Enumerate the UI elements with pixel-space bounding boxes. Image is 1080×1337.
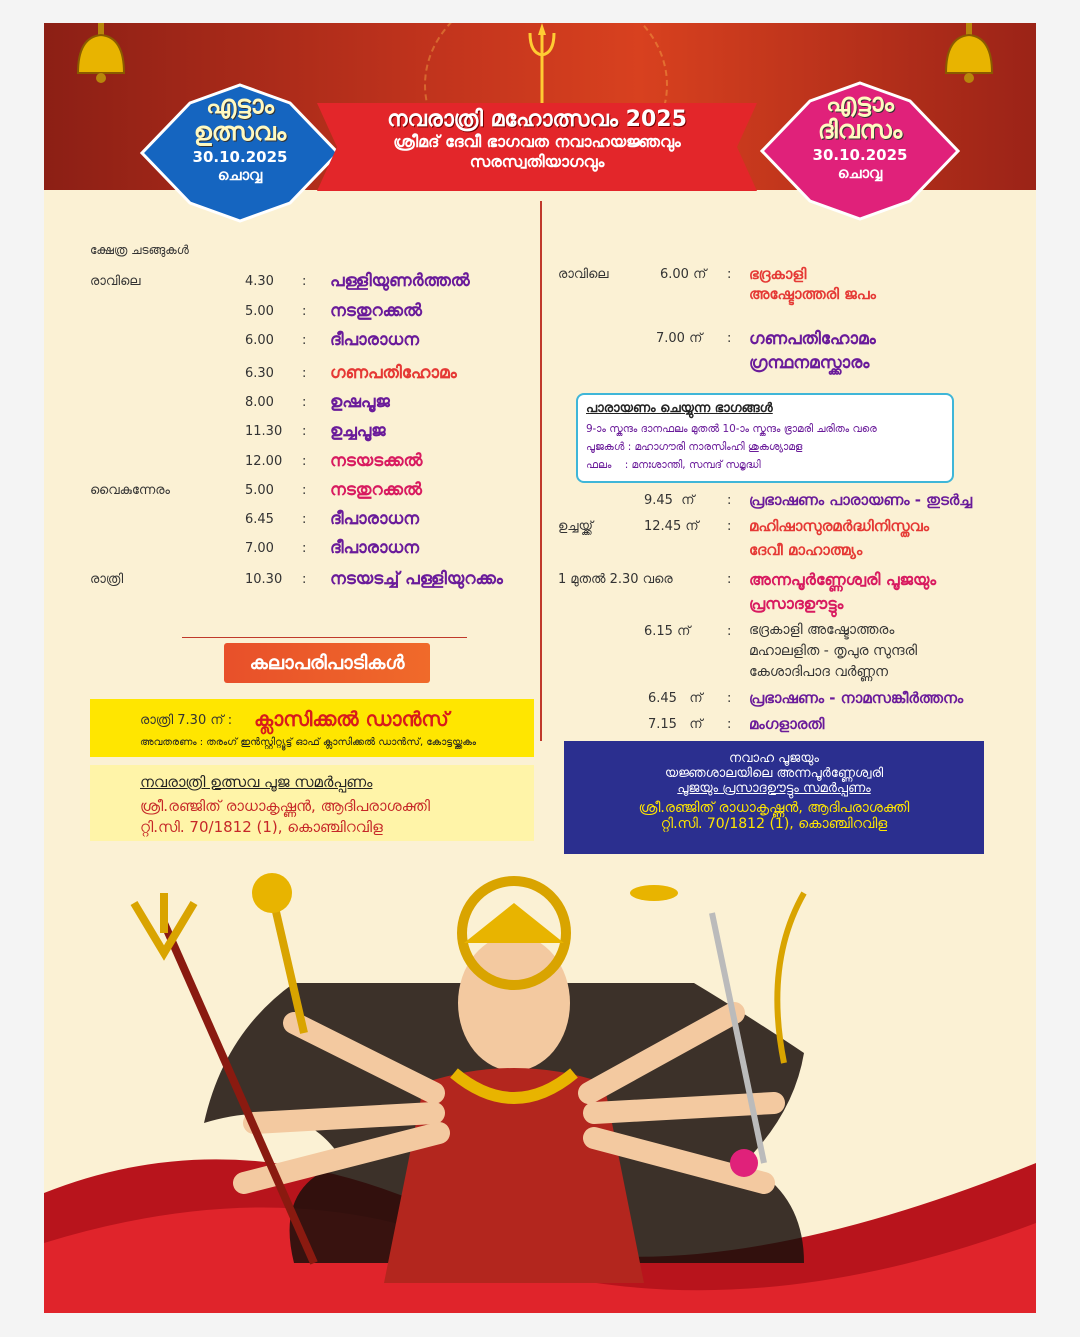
offering-box [90, 765, 534, 841]
event: ഭദ്രകാളി അഷ്ടോത്തരം [749, 622, 895, 638]
event: ദേവീ മാഹാത്മ്യം [749, 541, 863, 559]
colon: : [727, 691, 732, 706]
blue-line1: നവാഹ പൂജയും [729, 751, 819, 766]
event: പ്രഭാഷണം - നാമസങ്കീർത്തനം [749, 689, 964, 707]
row-time: 12.00 [245, 454, 283, 469]
subtitle-line2: സരസ്വതിയാഗവും [469, 152, 605, 171]
colon: : [302, 424, 307, 439]
row-time: 6.45 [245, 512, 274, 527]
afternoon-label: 1 മുതൽ 2.30 വരെ [558, 572, 673, 587]
parayanam-title: പാരായണം ചെയ്യുന്ന ഭാഗങ്ങൾ [586, 401, 773, 416]
parayanam-line3: ഫലം : മനഃശാന്തി, സമ്പദ് സമൃദ്ധി [586, 459, 761, 471]
offering-title: നവരാത്രി ഉത്സവ പൂജ സമർപ്പണം [140, 773, 373, 791]
row-event: ഉച്ചപൂജ [330, 421, 386, 441]
row-label: വൈകുന്നേരം [90, 483, 170, 498]
time: 6.45 ന് [648, 691, 703, 706]
colon: : [302, 541, 307, 556]
colon: : [302, 483, 307, 498]
badge-line2: ഉത്സവം [193, 117, 287, 146]
row-time: 10.30 [245, 572, 283, 587]
event: മഹിഷാസുരമർദ്ധിനിസ്തവം [749, 517, 930, 535]
row-time: 6.30 [245, 366, 274, 381]
row-time: 8.00 [245, 395, 274, 410]
event: കേശാദിപാദ വർണ്ണന [749, 664, 888, 680]
event: ഭദ്രകാളി [749, 265, 807, 283]
row-time: 5.00 [245, 483, 274, 498]
time: 6.00 ന് [660, 267, 707, 282]
event: അന്നപൂർണ്ണേശ്വരി പൂജയും [749, 570, 937, 589]
row-event: പള്ളിയുണർത്തൽ [330, 271, 470, 291]
colon: : [302, 304, 307, 319]
row-event: ഗണപതിഹോമം [330, 363, 457, 383]
row-event: നടതുറക്കൽ [330, 480, 422, 500]
badge-day: ചൊവ്വ [837, 164, 883, 182]
title-banner [317, 103, 757, 191]
colon: : [727, 572, 732, 587]
badge-date: 30.10.2025 [192, 148, 288, 166]
time: 6.15 ന് [644, 624, 691, 639]
right-badge [760, 81, 960, 221]
colon: : [727, 519, 732, 534]
offering-address: റ്റി.സി. 70/1812 (1), കൊഞ്ചിറവിള [140, 818, 383, 836]
subtitle-line1: ശ്രീമദ് ദേവീ ഭാഗവത നവാഹയജ്ഞവും [393, 132, 681, 151]
kala-title: കലാപരിപാടികൾ [224, 643, 430, 683]
blue-line5: റ്റി.സി. 70/1812 (1), കൊഞ്ചിറവിള [660, 816, 888, 832]
dance-name: ക്ലാസിക്കൽ ഡാൻസ് [254, 707, 449, 731]
colon: : [727, 331, 732, 346]
blue-line2: യജ്ഞശാലയിലെ അന്നപൂർണ്ണേശ്വരി [664, 766, 884, 781]
row-event: ദീപാരാധന [330, 509, 419, 529]
divider-line [182, 637, 467, 638]
badge-line1: എട്ടാം [206, 90, 274, 119]
dance-time: രാത്രി 7.30 ന് : [140, 713, 233, 728]
colon: : [302, 454, 307, 469]
noon-label: ഉച്ചയ്ക്ക് [558, 519, 593, 534]
bell-icon [66, 23, 136, 83]
morning-label: രാവിലെ [558, 267, 609, 282]
row-time: 7.00 [245, 541, 274, 556]
event: മംഗളാരതി [749, 715, 825, 733]
blue-line4: ശ്രീ.രഞ്ജിത് രാധാകൃഷ്ണൻ, ആദിപരാശക്തി [638, 800, 910, 816]
row-event: നടയടക്കൽ [330, 451, 423, 471]
row-label: രാത്രി [90, 572, 124, 587]
badge-day: ചൊവ്വ [217, 166, 263, 184]
page-title: നവരാത്രി മഹോത്സവം 2025 [387, 107, 687, 132]
event: മഹാലളിത - തൃപുര സുന്ദരി [749, 643, 918, 659]
blue-offering-box [564, 741, 984, 854]
colon: : [727, 717, 732, 732]
goddess-illustration [44, 863, 1036, 1313]
time: 9.45 ന് [644, 493, 695, 508]
colon: : [302, 512, 307, 527]
event: ഗണപതിഹോമം [749, 329, 876, 349]
section-title: ക്ഷേത്ര ചടങ്ങുകൾ [90, 243, 189, 257]
badge-date: 30.10.2025 [812, 146, 908, 164]
colon: : [302, 333, 307, 348]
badge-line1: എട്ടാം [826, 88, 894, 117]
left-badge [140, 83, 340, 223]
time: 7.00 ന് [656, 331, 703, 346]
row-event: ദീപാരാധന [330, 538, 419, 558]
colon: : [727, 267, 732, 282]
event: ഗ്രന്ഥനമസ്ക്കാരം [749, 353, 870, 373]
bell-icon [934, 23, 1004, 83]
row-event: നടയടച്ച് പള്ളിയുറക്കം [330, 569, 503, 589]
offering-name: ശ്രീ.രഞ്ജിത് രാധാകൃഷ്ണൻ, ആദിപരാശക്തി [140, 797, 430, 815]
dance-presenter: അവതരണം : തരംഗ് ഇൻസ്റ്റിറ്റ്യൂട്ട് ഓഫ് ക്ലാസിക്കൽ ഡാൻസ്, കോട്ടയ്ക്കകം [140, 737, 477, 748]
event: അഷ്ടോത്തരി ജപം [749, 285, 876, 303]
time: 7.15 ന് [648, 717, 703, 732]
row-event: ഉഷപൂജ [330, 392, 390, 412]
badge-line2: ദിവസം [817, 115, 903, 144]
column-divider [540, 201, 542, 741]
event: പ്രഭാഷണം പാരായണം - തുടർച്ച [749, 491, 973, 509]
row-time: 6.00 [245, 333, 274, 348]
row-event: ദീപാരാധന [330, 330, 419, 350]
row-label: രാവിലെ [90, 274, 141, 289]
colon: : [302, 395, 307, 410]
colon: : [727, 624, 732, 639]
parayanam-box [576, 393, 954, 483]
trident-icon [522, 23, 562, 103]
poster [44, 23, 1036, 1313]
colon: : [302, 572, 307, 587]
colon: : [727, 493, 732, 508]
row-time: 5.00 [245, 304, 274, 319]
colon: : [302, 274, 307, 289]
row-time: 4.30 [245, 274, 274, 289]
event: പ്രസാദഊട്ടും [749, 594, 844, 613]
colon: : [302, 366, 307, 381]
blue-line3: പൂജയും പ്രസാദഊട്ടും സമർപ്പണം [677, 781, 871, 796]
parayanam-line1: 9-ാം സ്കന്ദം ദാനഫലം മുതൽ 10-ാം സ്കന്ദം ഭ്രാമരി ചരിതം വരെ [586, 423, 877, 435]
row-event: നടതുറക്കൽ [330, 301, 422, 321]
parayanam-line2: പൂജകൾ : മഹാഗൗരി നാരസിംഹി ശുകശ്യാമള [586, 441, 803, 453]
time: 12.45 ന് [644, 519, 699, 534]
dance-box [90, 699, 534, 757]
row-time: 11.30 [245, 424, 283, 439]
